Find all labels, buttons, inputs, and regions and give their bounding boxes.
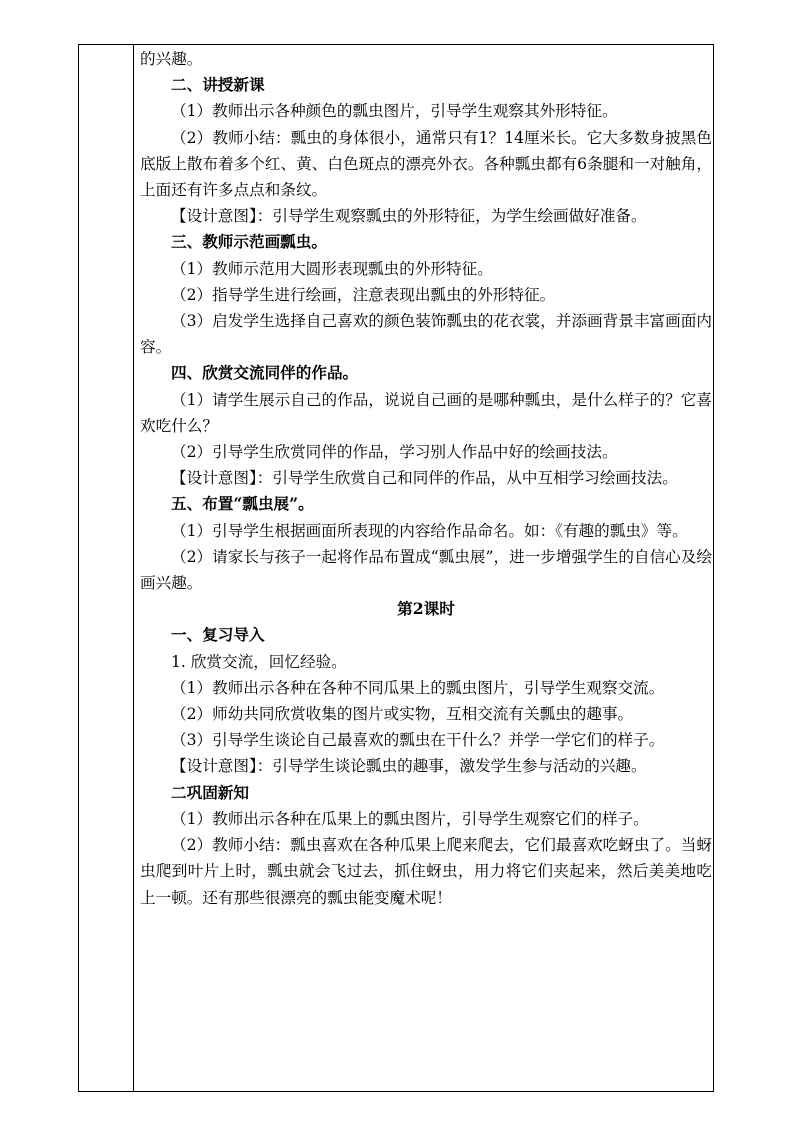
text-line: 的兴趣。 <box>140 50 203 68</box>
paragraph: 1. 欣赏交流，回忆经验。 <box>171 652 347 671</box>
paragraph: （1）教师出示各种在瓜果上的瓢虫图片，引导学生观察它们的样子。 <box>171 809 649 828</box>
table-column-divider <box>133 44 134 1092</box>
paragraph: （2）请家长与孩子一起将作品布置成“瓢虫展”，进一步增强学生的自信心及绘画兴趣。 <box>140 547 712 593</box>
paragraph: （2）教师小结：瓢虫喜欢在各种瓜果上爬来爬去，它们最喜欢吃蚜虫了。当蚜虫爬到叶片上时，瓢虫就会飞过去，抓住蚜虫，用力将它们夹起来，然后美美地吃上一顿。还有那些很漂亮的瓢虫能变魔术呢！ <box>140 836 712 907</box>
lesson-content-cell <box>140 46 712 911</box>
section-heading: 三、教师示范画瓢虫。 <box>171 232 327 252</box>
design-intent: 【设计意图】：引导学生观察瓢虫的外形特征，为学生绘画做好准备。 <box>171 207 647 226</box>
paragraph: （2）指导学生进行绘画，注意表现出瓢虫的外形特征。 <box>171 285 556 304</box>
paragraph: （2）教师小结：瓢虫的身体很小，通常只有1？14厘米长。它大多数身披黑色底版上散布着多个红、黄、白色斑点的漂亮外衣。各种瓢虫都有6条腿和一对触角，上面还有许多点点和条纹。 <box>140 128 712 200</box>
design-intent: 【设计意图】：引导学生欣赏自己和同伴的作品，从中互相学习绘画技法。 <box>171 469 678 488</box>
section-heading: 四、欣赏交流同伴的作品。 <box>171 363 359 383</box>
paragraph: （1）教师出示各种在各种不同瓜果上的瓢虫图片，引导学生观察交流。 <box>171 678 665 697</box>
paragraph: （3）启发学生选择自己喜欢的颜色装饰瓢虫的花衣裳，并添画背景丰富画面内容。 <box>140 312 712 357</box>
lesson-period-title: 第2课时 <box>397 599 455 619</box>
paragraph: （2）引导学生欣赏同伴的作品，学习别人作品中好的绘画技法。 <box>171 443 618 462</box>
section-heading: 五、布置“瓢虫展”。 <box>171 494 314 514</box>
section-heading: 二、讲授新课 <box>171 75 265 95</box>
paragraph: （1）教师示范用大圆形表现瓢虫的外形特征。 <box>171 259 493 278</box>
paragraph: （1）教师出示各种颜色的瓢虫图片，引导学生观察其外形特征。 <box>171 102 618 121</box>
section-heading: 二巩固新知 <box>171 782 249 802</box>
design-intent: 【设计意图】：引导学生谈论瓢虫的趣事，激发学生参与活动的兴趣。 <box>171 757 647 776</box>
paragraph: （3）引导学生谈论自己最喜欢的瓢虫在干什么？并学一学它们的样子。 <box>171 731 665 750</box>
section-heading: 一、复习导入 <box>171 625 265 645</box>
paragraph: （1）引导学生根据画面所表现的内容给作品命名。如：《有趣的瓢虫》等。 <box>171 521 688 540</box>
paragraph: （2）师幼共同欣赏收集的图片或实物，互相交流有关瓢虫的趣事。 <box>171 705 634 724</box>
paragraph: （1）请学生展示自己的作品，说说自己画的是哪种瓢虫，是什么样子的？它喜欢吃什么？ <box>140 390 712 435</box>
